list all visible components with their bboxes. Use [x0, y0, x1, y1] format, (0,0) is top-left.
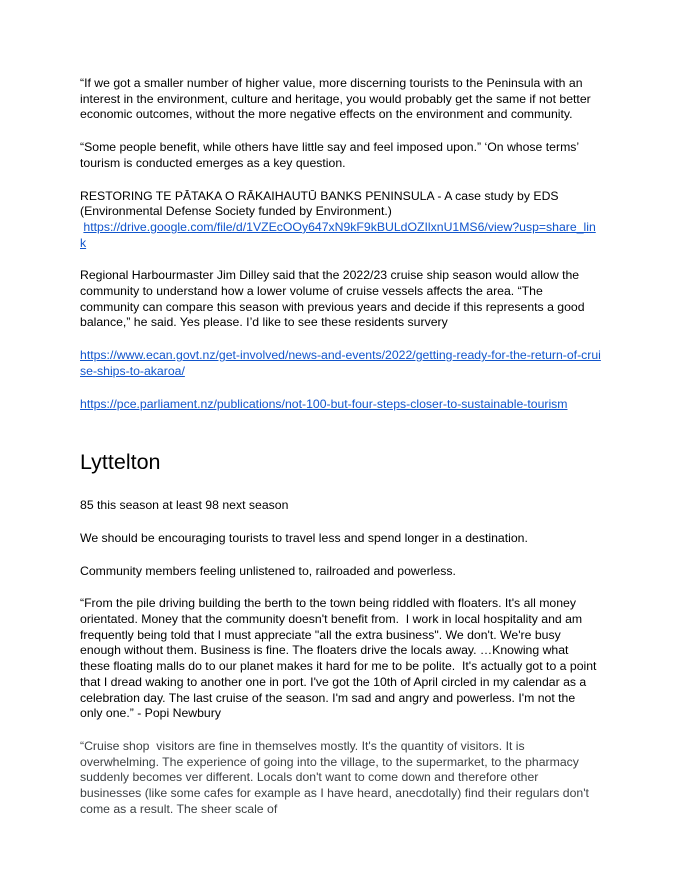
paragraph-popi-newbury-quote: “From the pile driving building the berth to the town being riddled with floaters. It's all money orientated. Money that the community doesn't benefit from. I work in local hospitality and am frequently being told that I must appreciate "all the extra business". We don't. We're busy enough without them. Business is fine. The floaters drive the locals away. …Knowing what these floating malls do to our planet makes it hard for me to be polite. It's actually got to a point that I dread waking to another one in port. I've got the 10th of April circled in my calendar as a celebration day. The last cruise of the season. I'm sad and angry and powerless. I'm not the only one.” - Popi Newbury [80, 596, 600, 721]
drive-link[interactable]: https://drive.google.com/file/d/1VZEcOOy647xN9kF9kBULdOZIlxnU1MS6/view?usp=share_link [80, 219, 596, 250]
paragraph-ecan-link [80, 348, 601, 379]
paragraph-season-stat: 85 this season at least 98 next season [80, 498, 289, 513]
paragraph-harbourmaster: Regional Harbourmaster Jim Dilley said that the 2022/23 cruise ship season would allow the community to understand how a lower volume of cruise vessels affects the area. “The community can compare this season with previous years and decide if this represents a good balance,” he said. Yes please. I’d like to see these residents survery [80, 268, 588, 330]
section-heading-lyttelton: Lyttelton [80, 450, 161, 475]
ecan-link[interactable]: https://www.ecan.govt.nz/get-involved/news-and-events/2022/getting-ready-for-the-return-of-cruise-ships-to-akaroa/ [80, 348, 601, 378]
paragraph-encouraging-tourists: We should be encouraging tourists to travel less and spend longer in a destination. [80, 530, 528, 545]
paragraph-cruise-shop-quote: “Cruise shop visitors are fine in themselves mostly. It's the quantity of visitors. It is overwhelming. The experience of going into the village, to the supermarket, to the pharmacy suddenly becomes ver different. Locals don't want to come down and therefore other businesses (like some cafes for example as I have heard, anecdotally) find their regulars don't come as a result. The sheer scale of [80, 738, 593, 816]
restoring-case-study-text: RESTORING TE PĀTAKA O RĀKAIHAUTŪ BANKS PENINSULA - A case study by EDS (Environmental Defense Society funded by Environment.) [80, 188, 562, 219]
paragraph-restoring-case-study [80, 189, 601, 252]
paragraph-pce-link [80, 397, 601, 413]
paragraph-intro-quote: “If we got a smaller number of higher value, more discerning tourists to the Peninsula with an interest in the environment, culture and heritage, you would probably get the same if not better economic outcomes, without the more negative effects on the environment and community. [80, 76, 595, 122]
paragraph-community-members: Community members feeling unlistened to, railroaded and powerless. [80, 563, 456, 578]
pce-link[interactable]: https://pce.parliament.nz/publications/not-100-but-four-steps-closer-to-sustainable-tourism [80, 396, 568, 411]
paragraph-some-people-quote: “Some people benefit, while others have little say and feel imposed upon.” ‘On whose terms’ tourism is conducted emerges as a key question. [80, 140, 583, 170]
